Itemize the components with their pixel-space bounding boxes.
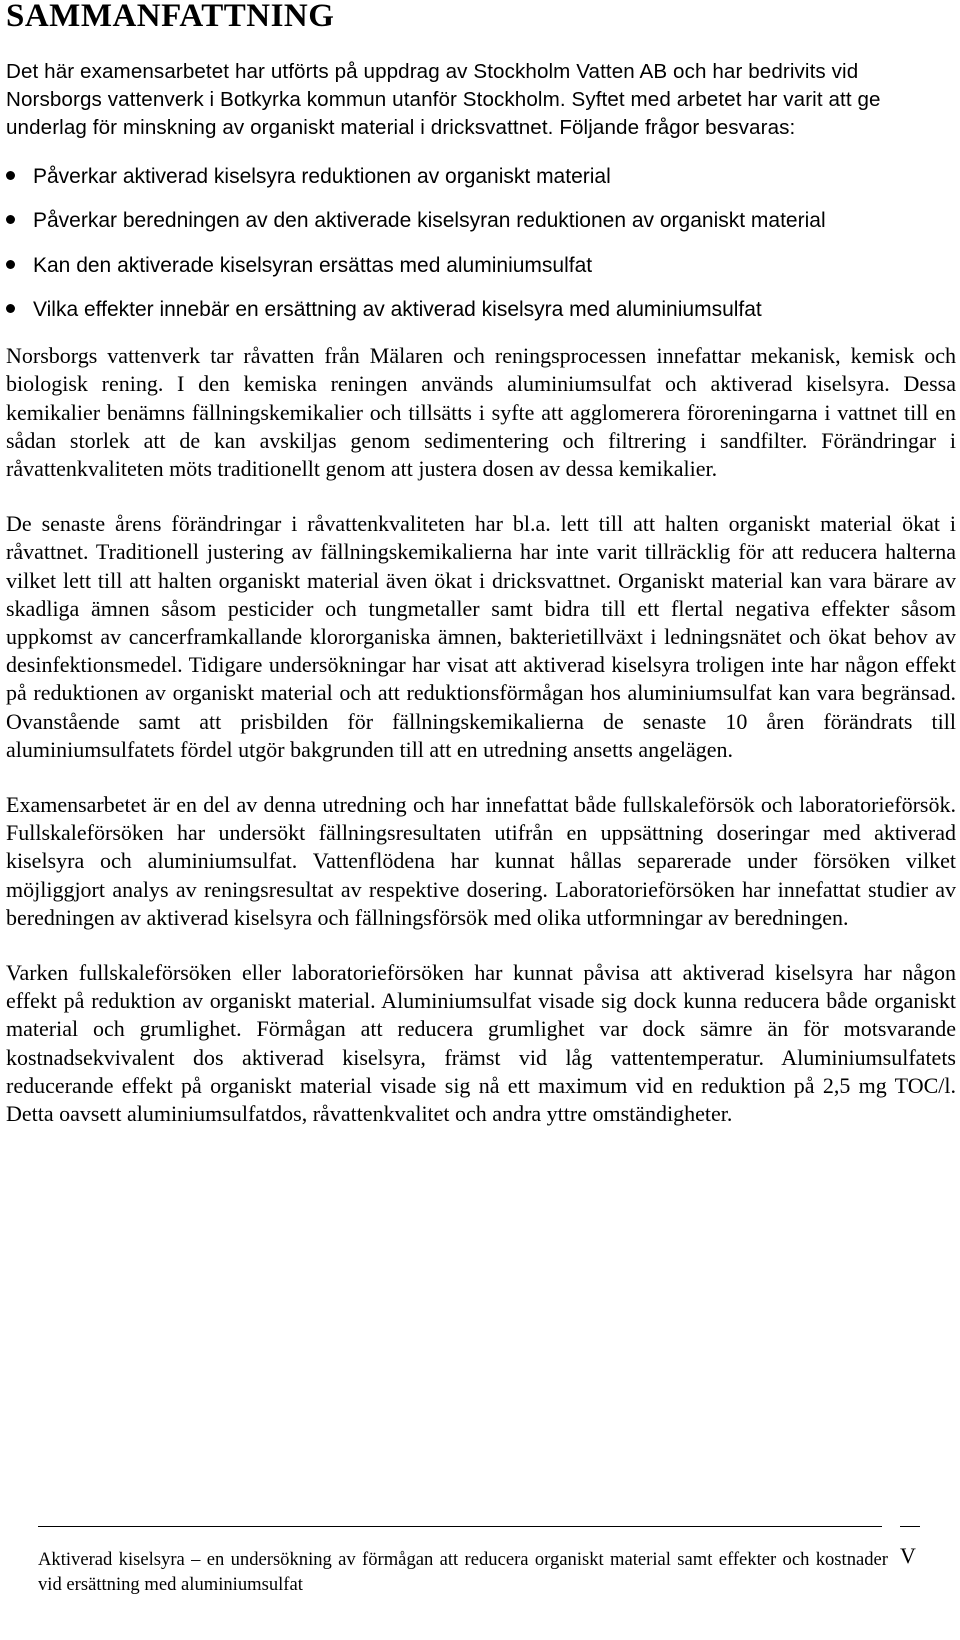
page-number-divider (900, 1526, 920, 1527)
page-number: V (900, 1543, 916, 1568)
list-item (6, 163, 956, 191)
list-item-text: Kan den aktiverade kiselsyran ersättas med aluminiumsulfat (33, 253, 593, 277)
bullet-icon (6, 215, 15, 224)
bullet-icon (6, 260, 15, 269)
list-item-text: Påverkar aktiverad kiselsyra reduktionen av organiskt material (33, 164, 611, 188)
list-item-text: Vilka effekter innebär en ersättning av aktiverad kiselsyra med aluminiumsulfat (33, 298, 762, 322)
list-item-text: Påverkar beredningen av den aktiverade kiselsyran reduktionen av organiskt material (33, 209, 826, 233)
footer-divider (38, 1526, 882, 1527)
page-heading: SAMMANFATTNING (6, 0, 335, 34)
question-list (6, 163, 956, 325)
body-paragraph: Norsborgs vattenverk tar råvatten från Mälaren och reningsprocessen innefattar mekanisk, kemisk och biologisk rening. I den kemiska reningen används aluminiumsulfat och aktiverad kiselsyra. Dessa kemikalier benämns fällningskemikalier och tillsätts i syfte att agglomerera föroreningarna i vattnet till en sådan storlek att de kan avskiljas genom sedimentering och filtrering i sandfilter. Förändringar i råvattenkvaliteten möts traditionellt genom att justera dosen av dessa kemikalier. (6, 343, 956, 481)
list-item (6, 207, 956, 235)
list-item (6, 252, 956, 280)
list-item (6, 296, 956, 324)
document-body (6, 58, 956, 1128)
bullet-icon (6, 304, 15, 313)
bullet-icon (6, 171, 15, 180)
body-paragraph: Varken fullskaleförsöken eller laboratorieförsöken har kunnat påvisa att aktiverad kiselsyra har någon effekt på reduktion av organiskt material. Aluminiumsulfat visade sig dock kunna reducera både organiskt material och grumlighet. Förmågan att reducera grumlighet var dock sämre än för motsvarande kostnadsekvivalent dos aktiverad kiselsyra, främst vid låg vattentemperatur. Aluminiumsulfatets reducerande effekt på organiskt material visade sig nå ett maximum vid en reduktion på 2,5 mg TOC/l. Detta oavsett aluminiumsulfatdos, råvattenkvalitet och andra yttre omständigheter. (6, 959, 956, 1126)
intro-paragraph: Det här examensarbetet har utförts på uppdrag av Stockholm Vatten AB och har bedrivits vid Norsborgs vattenverk i Botkyrka kommun utanför Stockholm. Syftet med arbetet har varit att ge underlag för minskning av organiskt material i dricksvattnet. Följande frågor besvaras: (6, 60, 881, 140)
footer-title: Aktiverad kiselsyra – en undersökning av förmågan att reducera organiskt material samt effekter och kostnader vid ersättning med aluminiumsulfat (38, 1549, 888, 1595)
body-paragraph: Examensarbetet är en del av denna utredning och har innefattat både fullskaleförsök och laboratorieförsök. Fullskaleförsöken har undersökt fällningsresultaten utifrån en uppsättning doseringar med aktiverad kiselsyra och aluminiumsulfat. Vattenflödena har kunnat hållas separerade under försöken vilket möjliggjort analys av reningsresultat av respektive dosering. Laboratorieförsöken har innefattat studier av beredningen av aktiverad kiselsyra och fällningsförsök med olika utformningar av beredningen. (6, 791, 956, 930)
body-paragraph: De senaste årens förändringar i råvattenkvaliteten har bl.a. lett till att halten organiskt material ökat i råvattnet. Traditionell justering av fällningskemikalierna har inte varit tillräcklig för att reducera halterna vilket lett till att halten organiskt material även ökat i dricksvattnet. Organiskt material kan vara bärare av skadliga ämnen såsom pesticider och tungmetaller samt bidra till ett flertal negativa effekter såsom uppkomst av cancerframkallande klororganiska ämnen, bakterietillväxt i ledningsnätet och ökat behov av desinfektionsmedel. Tidigare undersökningar har visat att aktiverad kiselsyra troligen inte har någon effekt på reduktionen av organiskt material och att reduktionsförmågan hos aluminiumsulfat kan vara begränsad. Ovanstående samt att prisbilden för fällningskemikalierna de senaste 10 åren förändrats till aluminiumsulfatets fördel utgör bakgrunden till att en utredning ansetts angelägen. (6, 511, 956, 762)
